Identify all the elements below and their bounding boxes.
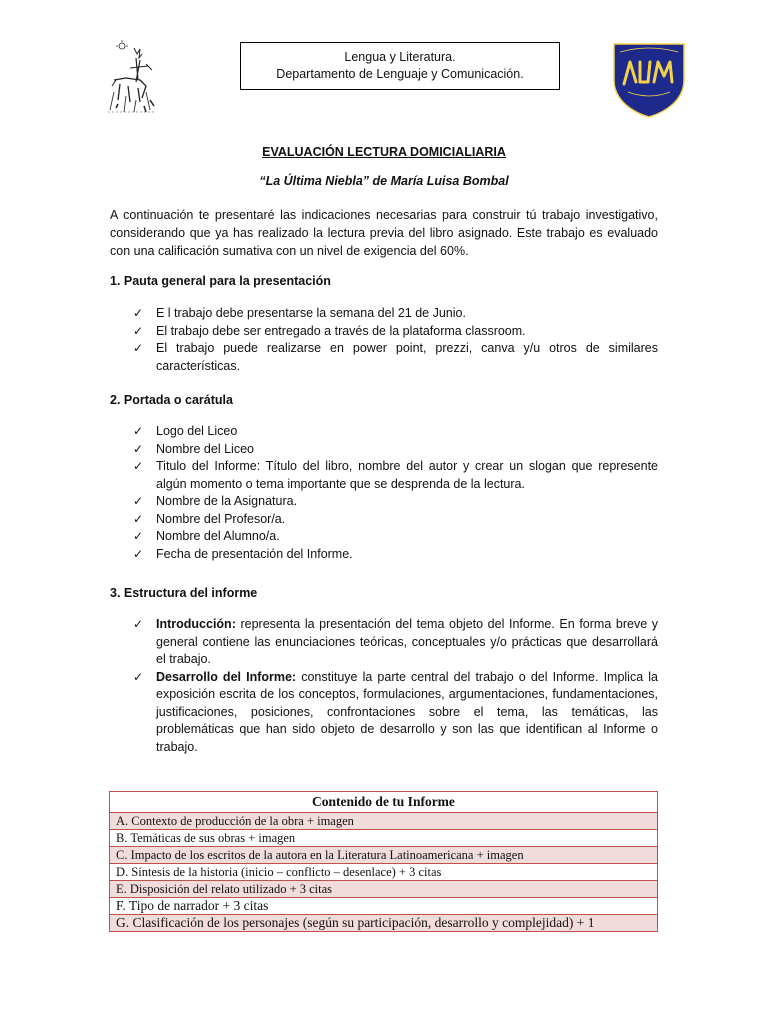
table-cell: A. Contexto de producción de la obra + imagen	[110, 813, 658, 830]
list-item-text: Nombre del Alumno/a.	[156, 529, 280, 543]
term-introduction: Introducción:	[156, 617, 236, 631]
table-row	[110, 881, 658, 898]
list-item	[133, 616, 658, 669]
checkmark-icon: ✓	[133, 424, 144, 438]
table-row	[110, 830, 658, 847]
list-item	[133, 528, 658, 546]
report-content-table	[109, 791, 658, 932]
section-heading-structure: 3. Estructura del informe	[110, 586, 258, 600]
list-item-text: El trabajo puede realizarse en power point, prezzi, canva y/u otros de similares características.	[156, 341, 658, 373]
term-description: constituye la parte central del trabajo o del Informe. Implica la exposición escrita de los conceptos, formulaciones, argumentaciones, fundamentaciones, justificaciones, posiciones, confrontaciones sobre el tema, las temáticas, las problemáticas que han sido objeto de desarrollo y son las que identifican al Informe o trabajo.	[156, 669, 658, 754]
list-item-text: Nombre de la Asignatura.	[156, 494, 298, 508]
checkmark-icon: ✓	[133, 529, 144, 543]
checkmark-icon: ✓	[133, 441, 144, 456]
section-heading-presentation: 1. Pauta general para la presentación	[110, 274, 331, 288]
checkmark-icon: ✓	[133, 511, 144, 526]
don-quixote-sketch-logo	[106, 40, 158, 114]
table-header-row	[110, 792, 658, 813]
table-cell: E. Disposición del relato utilizado + 3 citas	[110, 881, 658, 898]
school-shield-logo	[610, 40, 688, 118]
table-row	[110, 864, 658, 881]
table-cell: C. Impacto de los escritos de la autora en la Literatura Latinoamericana + imagen	[110, 847, 658, 864]
list-item	[133, 340, 658, 375]
list-item-text: Logo del Liceo	[156, 424, 238, 438]
header-department: Departamento de Lenguaje y Comunicación.	[276, 67, 524, 81]
header-box	[240, 42, 560, 90]
list-item	[133, 423, 658, 441]
cover-checklist	[133, 423, 658, 563]
checkmark-icon: ✓	[133, 323, 144, 338]
table-cell: D. Síntesis de la historia (inicio – conflicto – desenlace) + 3 citas	[110, 864, 658, 881]
list-item-text: Titulo del Informe: Título del libro, nombre del autor y crear un slogan que represente algún momento o tema importante que se desprenda de la lectura.	[156, 459, 658, 491]
section-heading-cover: 2. Portada o carátula	[110, 393, 233, 407]
document-subtitle: “La Última Niebla” de María Luisa Bombal	[259, 174, 509, 188]
list-item	[133, 493, 658, 511]
list-item-text: El trabajo debe ser entregado a través de la plataforma classroom.	[156, 323, 526, 338]
checkmark-icon: ✓	[133, 306, 144, 320]
checkmark-icon: ✓	[133, 341, 144, 355]
checkmark-icon: ✓	[133, 617, 144, 631]
table-cell: G. Clasificación de los personajes (según su participación, desarrollo y complejidad) + 1	[110, 915, 658, 932]
list-item-text: Nombre del Profesor/a.	[156, 511, 286, 526]
list-item-text: Fecha de presentación del Informe.	[156, 546, 353, 561]
table-row	[110, 813, 658, 830]
table-row	[110, 915, 658, 932]
checkmark-icon: ✓	[133, 494, 144, 508]
list-item	[133, 458, 658, 493]
list-item-text: Nombre del Liceo	[156, 441, 254, 456]
checkmark-icon: ✓	[133, 459, 144, 473]
checkmark-icon: ✓	[133, 546, 144, 561]
intro-paragraph: A continuación te presentaré las indicaciones necesarias para construir tú trabajo investigativo, considerando que ya has realizado la lectura previa del libro asignado. Este trabajo es evaluado con una calificación sumativa con un nivel de exigencia del 60%.	[110, 208, 658, 258]
list-item	[133, 546, 658, 564]
table-row	[110, 898, 658, 915]
list-item	[133, 669, 658, 757]
term-description: representa la presentación del tema objeto del Informe. En forma breve y general contiene las enunciaciones teóricas, conceptuales y/o prácticas que desarrollará el trabajo.	[156, 617, 658, 666]
table-cell: B. Temáticas de sus obras + imagen	[110, 830, 658, 847]
table-cell: F. Tipo de narrador + 3 citas	[110, 898, 658, 915]
list-item	[133, 511, 658, 529]
structure-checklist	[133, 616, 658, 756]
header-subject: Lengua y Literatura.	[344, 50, 456, 64]
list-item	[133, 305, 658, 323]
list-item-text: E l trabajo debe presentarse la semana del 21 de Junio.	[156, 306, 466, 320]
checkmark-icon: ✓	[133, 669, 144, 684]
term-development: Desarrollo del Informe:	[156, 669, 297, 684]
list-item	[133, 323, 658, 341]
table-row	[110, 847, 658, 864]
presentation-checklist	[133, 305, 658, 375]
document-title: EVALUACIÓN LECTURA DOMICIALIARIA	[262, 145, 506, 159]
table-header: Contenido de tu Informe	[110, 792, 658, 813]
list-item	[133, 441, 658, 459]
